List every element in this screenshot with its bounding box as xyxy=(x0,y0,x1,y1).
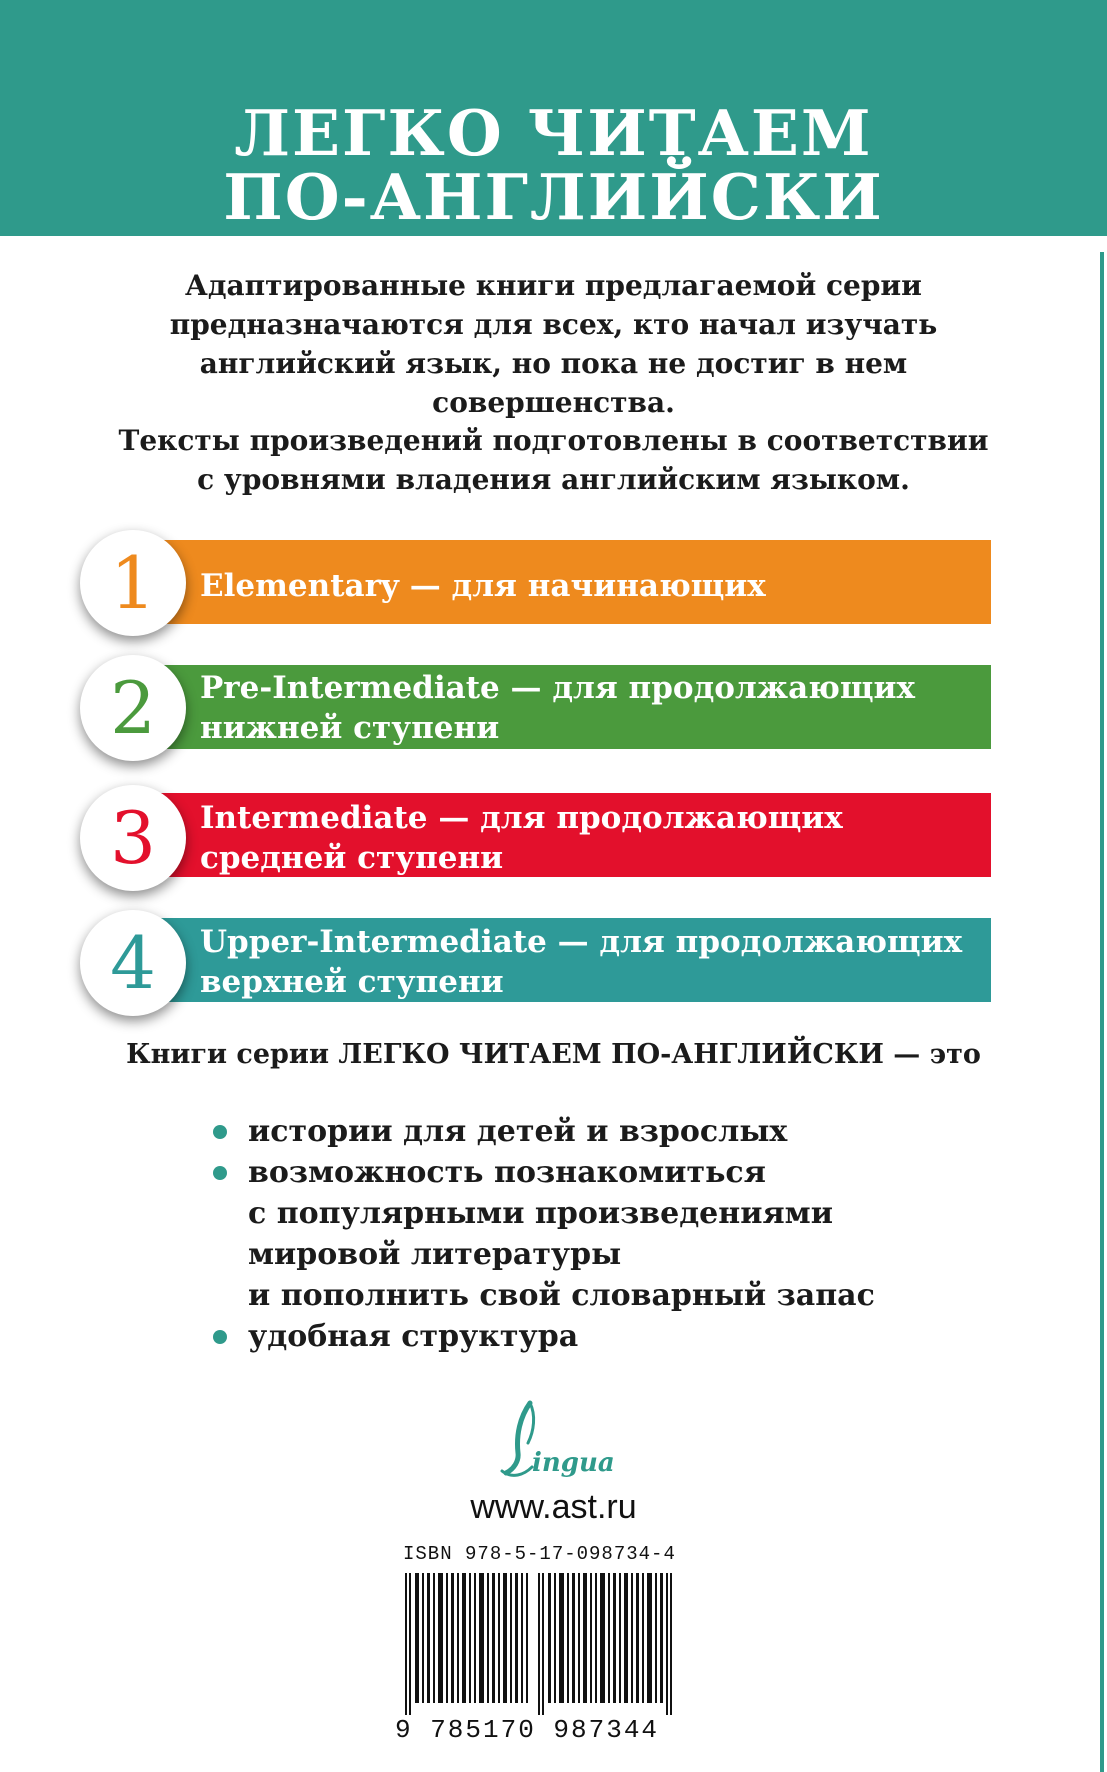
intro-line: английский язык, но пока не достиг в нем xyxy=(199,347,908,380)
level-4-subtitle: верхней ступени xyxy=(200,964,504,1000)
title-line-1: ЛЕГКО ЧИТАЕМ xyxy=(234,96,873,170)
isbn-text: ISBN 978-5-17-098734-4 xyxy=(403,1543,676,1565)
list-item-line: удобная структура xyxy=(248,1319,579,1354)
logo-wordmark: ingua xyxy=(532,1448,615,1478)
edge-divider xyxy=(1100,252,1104,1772)
title-banner xyxy=(0,0,1107,236)
level-1-number-badge: 1 xyxy=(80,530,186,636)
level-4-number-badge: 4 xyxy=(80,910,186,1016)
intro-line: предназначаются для всех, кто начал изучать xyxy=(169,308,938,341)
level-2-text xyxy=(200,668,990,748)
level-1-text xyxy=(200,566,990,606)
series-intro: Книги серии ЛЕГКО ЧИТАЕМ ПО-АНГЛИЙСКИ — это xyxy=(126,1039,981,1070)
level-2-subtitle: нижней ступени xyxy=(200,710,500,746)
barcode xyxy=(395,1543,693,1743)
list-item-line: мировой литературы xyxy=(248,1237,622,1272)
lingua-logo-icon xyxy=(462,1395,642,1485)
list-item xyxy=(213,1152,1033,1316)
level-2-title: Pre-Intermediate — для продолжающих xyxy=(200,670,915,706)
feature-list xyxy=(213,1111,1033,1357)
level-4-text xyxy=(200,922,990,1002)
barcode-digits: 9 785170 987344 xyxy=(395,1715,660,1745)
list-item-line: истории для детей и взрослых xyxy=(248,1114,788,1149)
level-3-title: Intermediate — для продолжающих xyxy=(200,800,843,836)
level-4-title: Upper-Intermediate — для продолжающих xyxy=(200,924,963,960)
title-line-2: ПО-АНГЛИЙСКИ xyxy=(223,160,884,234)
list-item xyxy=(213,1111,1033,1152)
bullet-dot-icon xyxy=(213,1330,227,1344)
level-3-subtitle: средней ступени xyxy=(200,840,504,876)
list-item-line: с популярными произведениями xyxy=(248,1196,833,1231)
list-item-line: возможность познакомиться xyxy=(248,1155,766,1190)
list-item-line: и пополнить свой словарный запас xyxy=(248,1278,875,1313)
bullet-dot-icon xyxy=(213,1125,227,1139)
bullet-dot-icon xyxy=(213,1166,227,1180)
intro-line: Адаптированные книги предлагаемой серии xyxy=(185,269,922,302)
website-url: www.ast.ru xyxy=(470,1488,637,1526)
intro-line: Тексты произведений подготовлены в соответствии xyxy=(118,424,989,457)
intro-line: совершенства. xyxy=(432,386,675,419)
intro-paragraph-2 xyxy=(40,421,1067,499)
level-3-text xyxy=(200,798,990,878)
intro-paragraph-1 xyxy=(40,266,1067,422)
list-item xyxy=(213,1316,1033,1357)
intro-line: с уровнями владения английским языком. xyxy=(197,463,910,496)
level-3-number-badge: 3 xyxy=(80,785,186,891)
level-1-title: Elementary — для начинающих xyxy=(200,568,766,604)
level-2-number-badge: 2 xyxy=(80,655,186,761)
barcode-bars xyxy=(395,1573,693,1715)
